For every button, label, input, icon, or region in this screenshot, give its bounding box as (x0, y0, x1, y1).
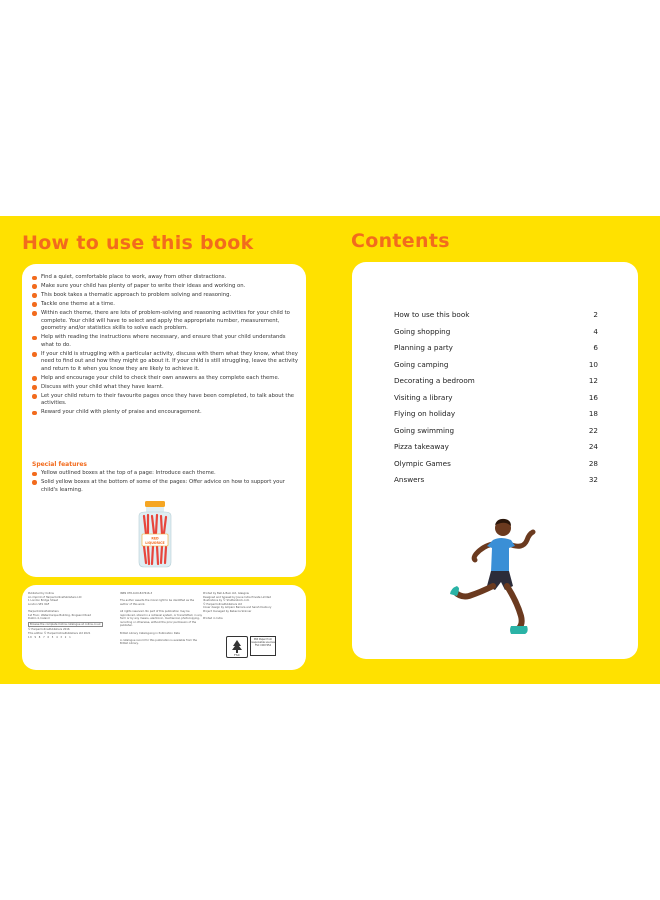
toc-title: Decorating a bedroom (394, 376, 475, 385)
bullet-item: Discuss with your child what they have learnt. (32, 384, 300, 392)
toc-entry[interactable] (394, 408, 598, 425)
special-features-heading: Special features (32, 461, 87, 468)
back-shoe (450, 586, 459, 596)
running-boy-illustration (449, 516, 549, 640)
bullet-dot-icon (32, 394, 37, 399)
toc-entry[interactable] (394, 375, 598, 392)
bullet-item: Solid yellow boxes at the bottom of some of the pages: Offer advice on how to support your child's learning. (32, 479, 300, 494)
bullet-dot-icon (32, 352, 37, 357)
bullet-item: Help with reading the instructions where necessary, and ensure that your child understands what to do. (32, 334, 300, 349)
jar-lid (145, 501, 165, 507)
front-shoe (510, 626, 528, 634)
bullet-dot-icon (32, 376, 37, 381)
bullet-dot-icon (32, 284, 37, 289)
toc-title: Going shopping (394, 326, 451, 336)
bullet-item: Find a quiet, comfortable place to work, away from other distractions. (32, 274, 300, 282)
jar-label-line-2: LIQUORICE (145, 541, 165, 545)
fsc-logo-icon (226, 636, 248, 658)
toc-title: Olympic Games (394, 458, 451, 468)
bullet-dot-icon (32, 293, 37, 298)
toc-entry[interactable] (394, 392, 598, 409)
bullet-dot-icon (32, 311, 37, 316)
bullet-dot-icon (32, 480, 37, 485)
toc-title: Going camping (394, 359, 449, 369)
toc-title: Answers (394, 475, 425, 484)
bullet-dot-icon (32, 385, 37, 390)
jar-label-line-1: RED (151, 536, 159, 541)
toc-entry[interactable] (394, 342, 598, 359)
toc-entry[interactable] (394, 441, 598, 458)
toc-title: Planning a party (394, 343, 453, 352)
bullet-dot-icon (32, 276, 37, 281)
toc-entry[interactable] (394, 458, 598, 475)
imprint-column-3: Printed by Bell & Bain Ltd, Glasgow Designed and typeset by Jouve India Private Limited Illustrations by © Shutterstock.com © HarperCollinsPublishers Ltd Cover design by Amparo Barrera and Sarah Duxbury Project managed by Rebecca Skinner Printed in India (203, 592, 272, 621)
toc-page: 6 (593, 343, 598, 352)
bullet-item: This book takes a thematic approach to problem solving and reasoning. (32, 292, 300, 300)
bullet-dot-icon (32, 472, 37, 477)
toc-entry[interactable] (394, 309, 598, 326)
toc-title: Flying on holiday (394, 409, 456, 418)
bullet-dot-icon (32, 302, 37, 307)
bullet-item: Make sure your child has plenty of paper to write their ideas and working on. (32, 283, 300, 291)
toc-page: 22 (588, 425, 598, 435)
svg-text:FSC: FSC (234, 653, 240, 657)
toc-entry[interactable] (394, 425, 598, 442)
bullet-dot-icon (32, 336, 37, 341)
jar-neck (146, 507, 164, 512)
toc-page: 4 (593, 326, 598, 336)
bullet-item: Yellow outlined boxes at the top of a page: Introduce each theme. (32, 470, 300, 478)
bullet-item: Help and encourage your child to check their own answers as they complete each theme. (32, 375, 300, 383)
toc-title: Pizza takeaway (394, 442, 449, 451)
bullet-item: If your child is struggling with a particular activity, discuss with them what they know, what they need to find out and how they might go about it. If your child is still struggling, leave the activity and return to it when you know they are likely to achieve it. (32, 351, 300, 374)
contents-title: Contents (351, 230, 450, 252)
toc-entry[interactable] (394, 359, 598, 376)
toc-page: 12 (588, 376, 598, 385)
toc-page: 16 (588, 392, 598, 402)
toc-title: How to use this book (394, 310, 470, 319)
toc-title: Going swimming (394, 425, 455, 435)
blue-shirt (487, 538, 515, 573)
toc-page: 18 (588, 409, 598, 418)
fsc-mix-label: MIX Paper from responsible sources FSC C007454 (250, 636, 276, 656)
bullet-item: Reward your child with plenty of praise and encouragement. (32, 409, 300, 417)
toc-title: Visiting a library (394, 392, 453, 402)
back-leg (455, 586, 493, 597)
imprint-column-1: Published by Collins An imprint of HarperCollinsPublishers Ltd 1 London Bridge Street London SE1 9GF HarperCollinsPublishers 1st Floor, Watermarque Building, Ringsend Road Dublin 4, Ireland Browse the complete Collins catalogue at collins.co.uk © HarperCollinsPublishers 2016 This edition © HarperCollinsPublishers Ltd 2021 10 9 8 7 6 5 4 3 2 1 (28, 592, 112, 639)
imprint-column-2: ISBN 978-0-00-827616-3 The author asserts the moral right to be identified as the author of this work. All rights reserved. No part of this publication may be reproduced, stored in a retrieval system, or transmitted, in any form or by any means, electronic, mechanical, photocopying, recording or otherwise, without the prior permission of the publisher. British Library Cataloguing in Publication Data A catalogue record for this publication is available from the British Library. (120, 592, 203, 646)
print-run-numbers: 10 9 8 7 6 5 4 3 2 1 (28, 635, 72, 639)
toc-page: 2 (593, 310, 598, 319)
toc-page: 24 (588, 442, 598, 451)
toc-page: 10 (588, 359, 598, 369)
toc-page: 32 (588, 475, 598, 484)
catalogue-box: Browse the complete Collins catalogue at collins.co.uk (30, 622, 101, 626)
bullet-item: Within each theme, there are lots of problem-solving and reasoning activities for your child to complete. Your child will have to select and apply the appropriate number, measurement, geometry and/or statistics skills to solve each problem. (32, 310, 300, 333)
toc-page: 28 (588, 458, 598, 468)
liquorice-jar-icon (133, 500, 177, 568)
how-to-use-bullets (32, 274, 300, 418)
front-leg (507, 586, 522, 628)
special-features-bullets (32, 470, 300, 496)
bullet-dot-icon (32, 411, 37, 416)
toc-entry[interactable] (394, 326, 598, 343)
toc-entry[interactable] (394, 474, 598, 491)
bullet-item: Let your child return to their favourite pages once they have been completed, to talk about the activities. (32, 393, 300, 408)
contents-list (394, 309, 598, 491)
how-to-use-title: How to use this book (22, 232, 254, 254)
bullet-item: Tackle one theme at a time. (32, 301, 300, 309)
